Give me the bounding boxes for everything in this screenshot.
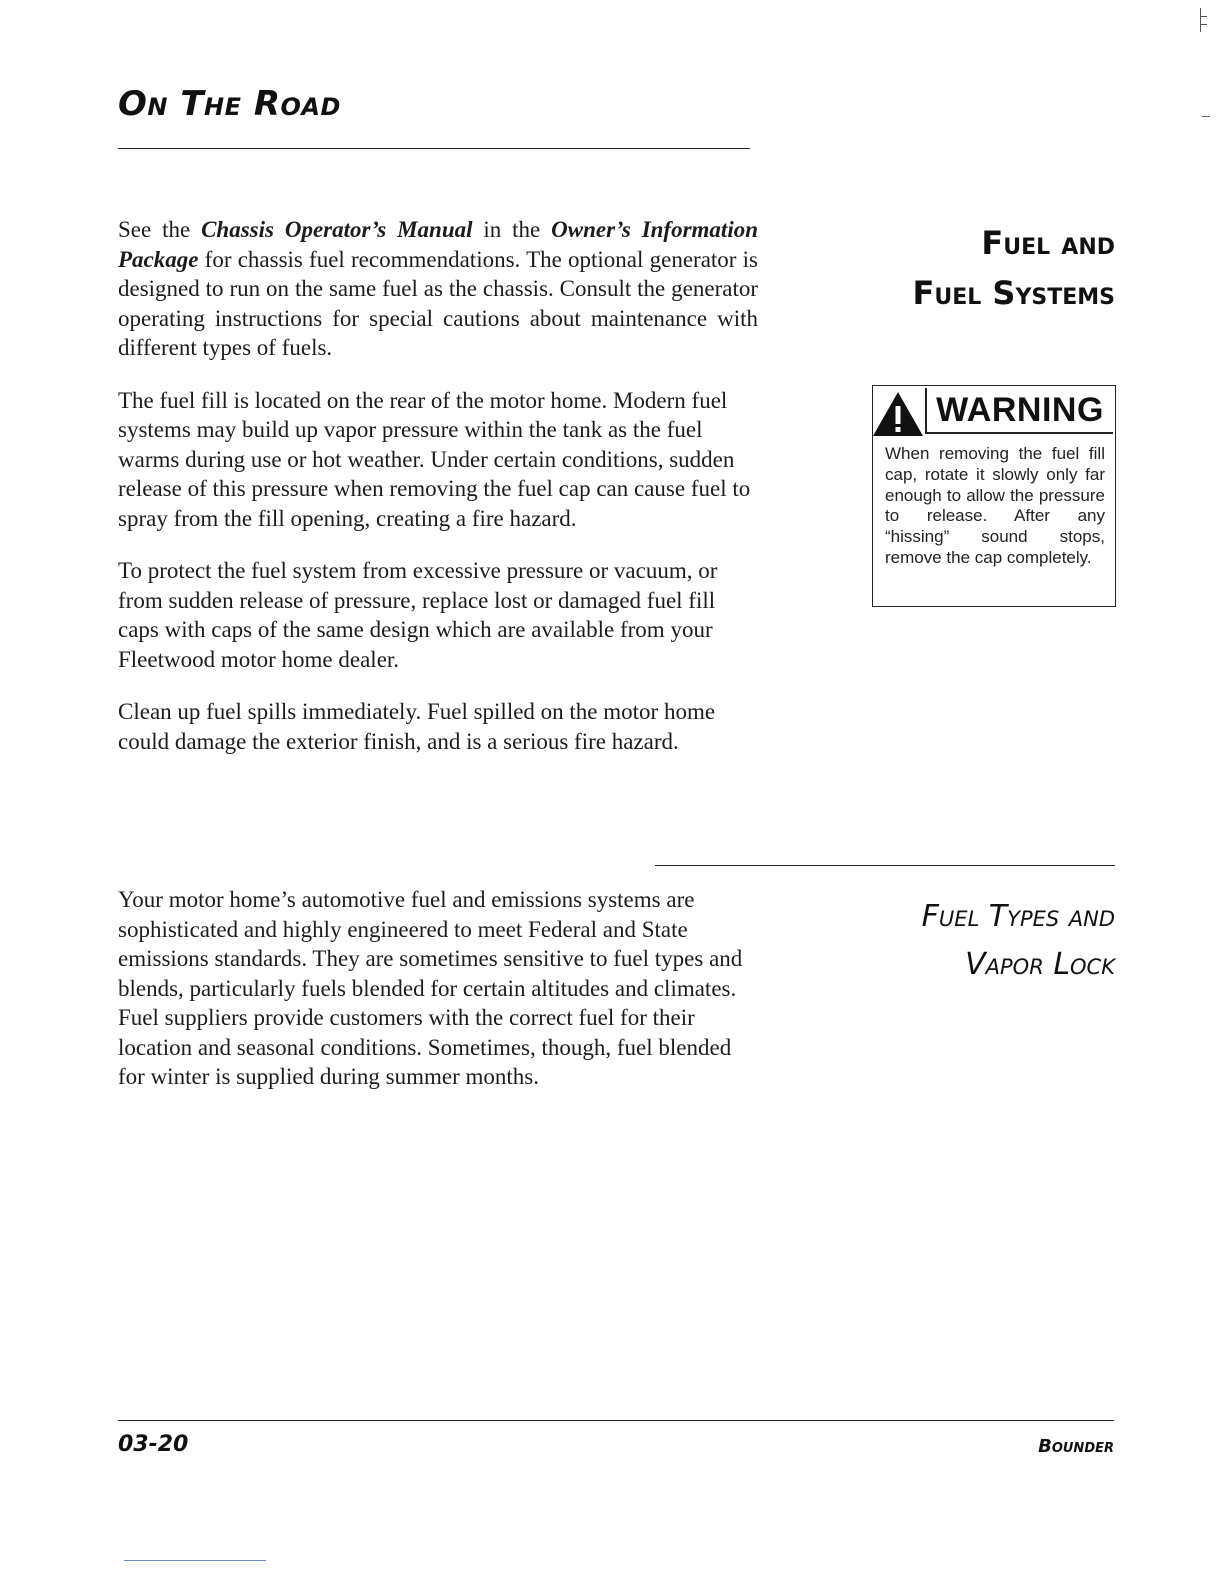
page-number: 03-20 — [118, 1432, 189, 1457]
heading-line: Vapor Lock — [965, 947, 1115, 982]
heading-line: Fuel Systems — [912, 274, 1115, 312]
warning-triangle-icon — [871, 390, 925, 438]
chapter-title: On The Road — [118, 84, 341, 124]
paragraph-fuel-recommendations — [118, 215, 758, 363]
section-divider — [655, 865, 1115, 866]
scan-blue-line — [124, 1560, 266, 1561]
scan-edge-mark — [1200, 8, 1211, 32]
header-divider — [118, 148, 750, 149]
text-run: See the — [118, 217, 202, 242]
paragraph-fuel-caps: To protect the fuel system from excessive pressure or vacuum, or from sudden release of pressure, replace lost or damaged fuel fill caps with caps of the same design which are available from your Fleetwood motor home dealer. — [118, 558, 718, 672]
text-run: for chassis fuel recommendations. The optional generator is designed to run on the same fuel as the chassis. Consult the generator operating instructions for special cautions about maintenance with different types of fuels. — [118, 246, 758, 360]
paragraph-fuel-spills: Clean up fuel spills immediately. Fuel spilled on the motor home could damage the exterior finish, and is a serious fire hazard. — [118, 699, 716, 754]
text-run: in the — [472, 217, 552, 242]
scan-edge-dash — [1202, 116, 1210, 117]
manual-reference: Chassis Operator’s Manual — [201, 217, 473, 242]
warning-text: When removing the fuel fill cap, rotate it slowly only far enough to allow the pressure to release. After any “hissing” sound stops, remove the cap completely. — [885, 444, 1105, 567]
heading-line: Fuel and — [981, 224, 1115, 262]
paragraph-fuel-types: Your motor home’s automotive fuel and emissions systems are sophisticated and highly engineered to meet Federal and State emissions standards. They are sometimes sensitive to fuel types and blends, particularly fuels blended for certain altitudes and climates. Fuel suppliers provide customers with the correct fuel for their location and seasonal conditions. Sometimes, though, fuel blended for winter is supplied during summer months. — [118, 887, 743, 1089]
warning-label: WARNING — [925, 388, 1113, 434]
warning-header — [873, 386, 1115, 438]
package-reference: Owner’s Information Package — [118, 217, 759, 272]
section-heading-vapor-lock — [815, 893, 1115, 989]
section-heading-fuel-systems — [815, 218, 1115, 318]
heading-line: Fuel Types and — [921, 899, 1115, 934]
section-fuel-systems-body — [118, 215, 758, 756]
footer-divider — [118, 1420, 1114, 1421]
warning-box — [872, 385, 1116, 607]
section-vapor-lock-body — [118, 885, 746, 1092]
brand-name: Bounder — [1038, 1436, 1114, 1457]
paragraph-fuel-fill: The fuel fill is located on the rear of the motor home. Modern fuel systems may build up vapor pressure within the tank as the fuel warms during use or hot weather. Under certain conditions, sudden release of this pressure when removing the fuel cap can cause fuel to spray from the fill opening, creating a fire hazard. — [118, 387, 751, 531]
